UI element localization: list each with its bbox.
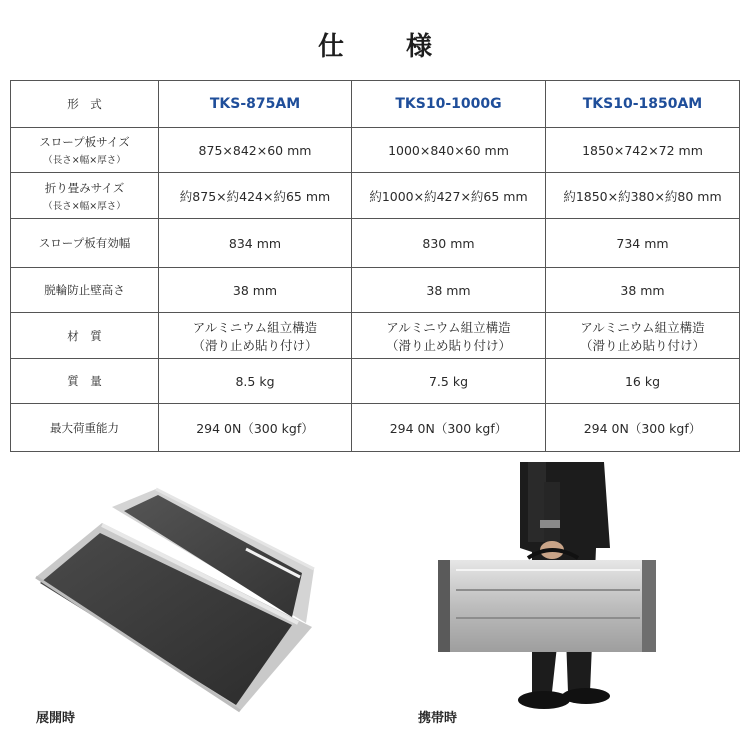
table-cell: 約1850×約380×約80 mm (546, 173, 740, 219)
carrying-ramp-image (428, 462, 668, 727)
cell-line: （滑り止め貼り付け） (385, 337, 511, 353)
row-label: 脱輪防止壁高さ (11, 268, 159, 313)
table-row (11, 268, 740, 313)
row-label (11, 128, 159, 173)
row-label (11, 173, 159, 219)
carrying-caption: 携帯時 (418, 711, 458, 726)
table-cell: 1850×742×72 mm (546, 128, 740, 173)
cell-line: アルミニウム組立構造 (192, 319, 318, 335)
table-cell: 16 kg (546, 359, 740, 404)
page-title: 仕 様 (317, 32, 450, 62)
table-cell: 294 0N（300 kgf） (546, 404, 740, 452)
table-row (11, 313, 740, 359)
table-cell: 734 mm (546, 219, 740, 268)
model-name: TKS10-1000G (352, 81, 546, 128)
row-label: 質 量 (11, 359, 159, 404)
table-header-row (11, 81, 740, 128)
table-cell (352, 313, 546, 359)
table-cell: 38 mm (352, 268, 546, 313)
header-label: 形 式 (11, 81, 159, 128)
table-cell: 830 mm (352, 219, 546, 268)
table-cell: 875×842×60 mm (159, 128, 352, 173)
table-cell: 7.5 kg (352, 359, 546, 404)
table-row (11, 128, 740, 173)
row-label: 最大荷重能力 (11, 404, 159, 452)
row-sublabel: （長さ×幅×厚さ） (43, 155, 126, 166)
table-cell: 38 mm (159, 268, 352, 313)
model-name: TKS-875AM (159, 81, 352, 128)
table-cell: 38 mm (546, 268, 740, 313)
table-cell: 約875×約424×約65 mm (159, 173, 352, 219)
cell-line: （滑り止め貼り付け） (579, 337, 705, 353)
row-label-text: スロープ板サイズ (39, 135, 130, 149)
table-cell: 約1000×約427×約65 mm (352, 173, 546, 219)
table-cell: 8.5 kg (159, 359, 352, 404)
table-cell (159, 313, 352, 359)
table-row (11, 404, 740, 452)
cell-line: （滑り止め貼り付け） (192, 337, 318, 353)
table-cell: 834 mm (159, 219, 352, 268)
row-label-text: 折り畳みサイズ (44, 180, 125, 195)
row-sublabel: （長さ×幅×厚さ） (43, 200, 126, 212)
row-label: 材 質 (11, 313, 159, 359)
table-cell: 294 0N（300 kgf） (352, 404, 546, 452)
table-cell: 1000×840×60 mm (352, 128, 546, 173)
table-cell (546, 313, 740, 359)
table-cell: 294 0N（300 kgf） (159, 404, 352, 452)
table-row (11, 173, 740, 219)
table-row (11, 359, 740, 404)
unfolded-ramp-image (30, 485, 330, 715)
cell-line: アルミニウム組立構造 (386, 319, 511, 335)
unfolded-caption: 展開時 (36, 711, 76, 726)
row-label: スロープ板有効幅 (11, 219, 159, 268)
spec-table (10, 80, 740, 452)
table-row (11, 219, 740, 268)
cell-line: アルミニウム組立構造 (580, 319, 705, 335)
model-name: TKS10-1850AM (546, 81, 740, 128)
